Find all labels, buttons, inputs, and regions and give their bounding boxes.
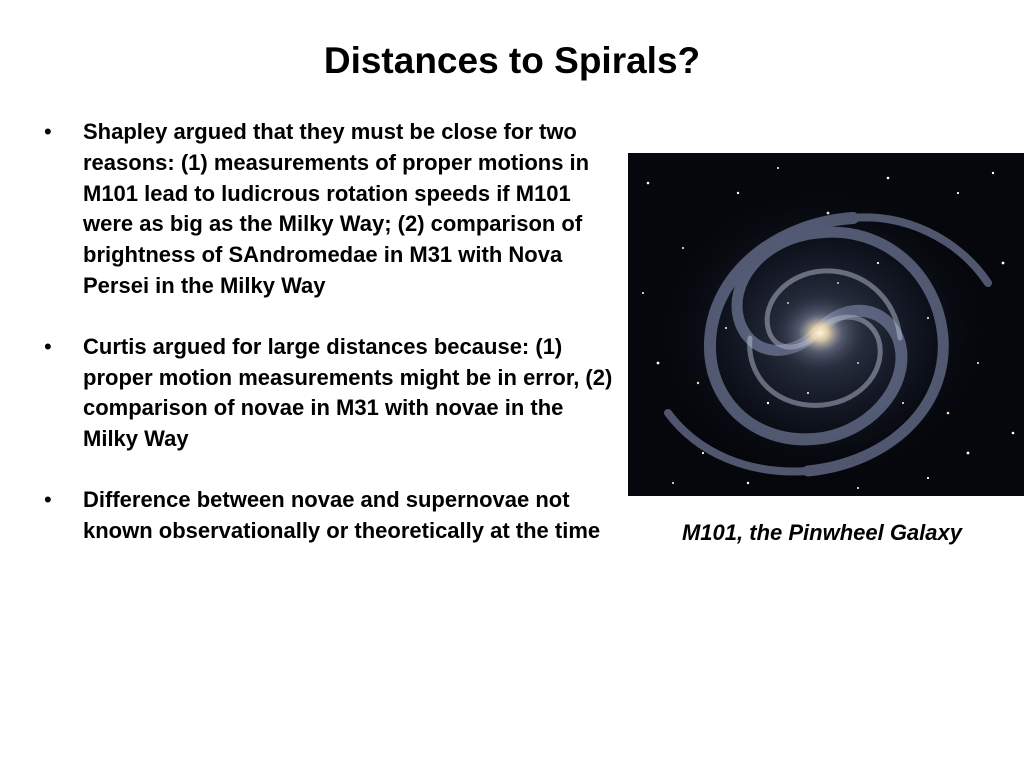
bullet-item xyxy=(44,332,614,455)
bullet-text: Curtis argued for large distances because: (1) proper motion measurements might be in error, (2) comparison of novae in M31 with novae in the Milky Way xyxy=(83,333,613,452)
bullet-text: Shapley argued that they must be close for two reasons: (1) measurements of proper motions in M101 lead to ludicrous rotation speeds if M101 were as big as the Milky Way; (2) comparison of brightness of SAndromedae in M31 with Nova Persei in the Milky Way xyxy=(83,119,590,298)
galaxy-photo xyxy=(628,153,1024,496)
bullet-symbol: • xyxy=(44,333,52,359)
slide-title: Distances to Spirals? xyxy=(323,40,701,81)
bullet-symbol: • xyxy=(44,486,52,512)
bullet-list xyxy=(44,117,614,577)
bullet-symbol: • xyxy=(44,119,52,144)
bullet-text: Difference between novae and supernovae not known observationally or theoretically at the time xyxy=(83,486,601,543)
bullet-item xyxy=(44,485,614,547)
image-caption: M101, the Pinwheel Galaxy xyxy=(681,520,962,545)
bullet-item xyxy=(44,117,614,302)
